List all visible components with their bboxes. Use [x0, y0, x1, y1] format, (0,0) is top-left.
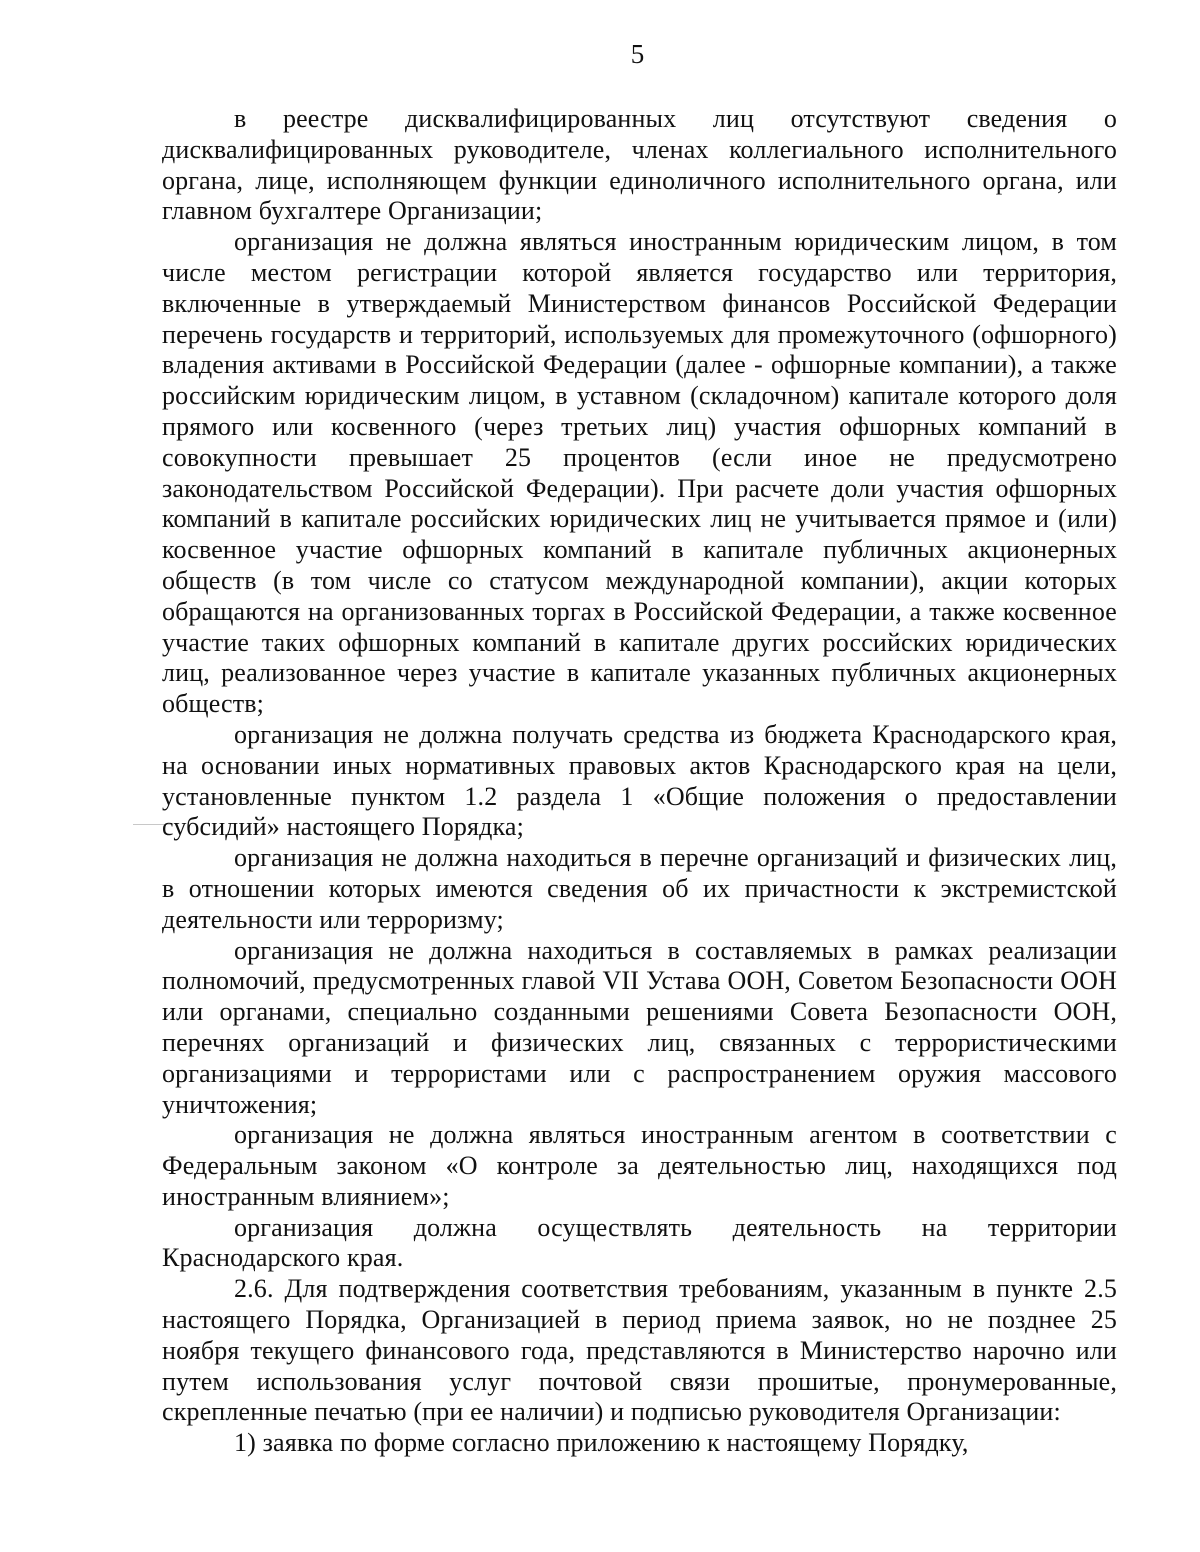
paragraph-un-lists: организация не должна находиться в составляемых в рамках реализации полномочий, предусмотренных главой VII Устава ООН, Советом Безопасности ООН или органами, специально созданными решениями Совета Безопасности ООН, перечнях организаций и физических лиц, связанных с террористическими организациями и террористами или с распространением оружия массового уничтожения;: [162, 935, 1117, 1119]
paragraph-extremism-list: организация не должна находиться в перечне организаций и физических лиц, в отношении которых имеются сведения об их причастности к экстремистской деятельности или терроризму;: [162, 843, 1117, 934]
paragraph-foreign-agent: организация не должна являться иностранным агентом в соответствии с Федеральным законом «О контроле за деятельностью лиц, находящихся под иностранным влиянием»;: [162, 1120, 1117, 1211]
paragraph-territory: организация должна осуществлять деятельность на территории Краснодарского края.: [162, 1212, 1117, 1273]
document-body: [162, 104, 1117, 1459]
paragraph-disqualified-registry: в реестре дисквалифицированных лиц отсутствуют сведения о дисквалифицированных руководителе, членах коллегиального исполнительного органа, лице, исполняющем функции единоличного исполнительного органа, или главном бухгалтере Организации;: [162, 104, 1117, 226]
paragraph-item-1: 1) заявка по форме согласно приложению к настоящему Порядку,: [234, 1428, 969, 1458]
paragraph-foreign-entity: организация не должна являться иностранным юридическим лицом, в том числе местом регистрации которой является государство или территория, включенные в утверждаемый Министерством финансов Российской Федерации перечень государств и территорий, используемых для промежуточного (офшорного) владения активами в Российской Федерации (далее - офшорные компании), а также российским юридическим лицом, в уставном (складочном) капитале которого доля прямого или косвенного (через третьих лиц) участия офшорных компаний в совокупности превышает 25 процентов (если иное не предусмотрено законодательством Российской Федерации). При расчете доли участия офшорных компаний в капитале российских юридических лиц не учитывается прямое и (или) косвенное участие офшорных компаний в капитале публичных акционерных обществ (в том числе со статусом международной компании), акции которых обращаются на организованных торгах в Российской Федерации, а также косвенное участие таких офшорных компаний в капитале других российских юридических лиц, реализованное через участие в капитале указанных публичных акционерных обществ;: [162, 227, 1117, 719]
paragraph-budget-funds: организация не должна получать средства из бюджета Краснодарского края, на основании иных нормативных правовых актов Краснодарского края на цели, установленные пунктом 1.2 раздела 1 «Общие положения о предоставлении субсидий» настоящего Порядка;: [162, 719, 1117, 842]
paragraph-section-2-6: 2.6. Для подтверждения соответствия требованиям, указанным в пункте 2.5 настоящего Порядка, Организацией в период приема заявок, но не позднее 25 ноября текущего финансового года, представляются в Министерство нарочно или путем использования услуг почтовой связи прошитые, пронумерованные, скрепленные печатью (при ее наличии) и подписью руководителя Организации:: [162, 1274, 1117, 1427]
page-number: 5: [630, 39, 645, 69]
